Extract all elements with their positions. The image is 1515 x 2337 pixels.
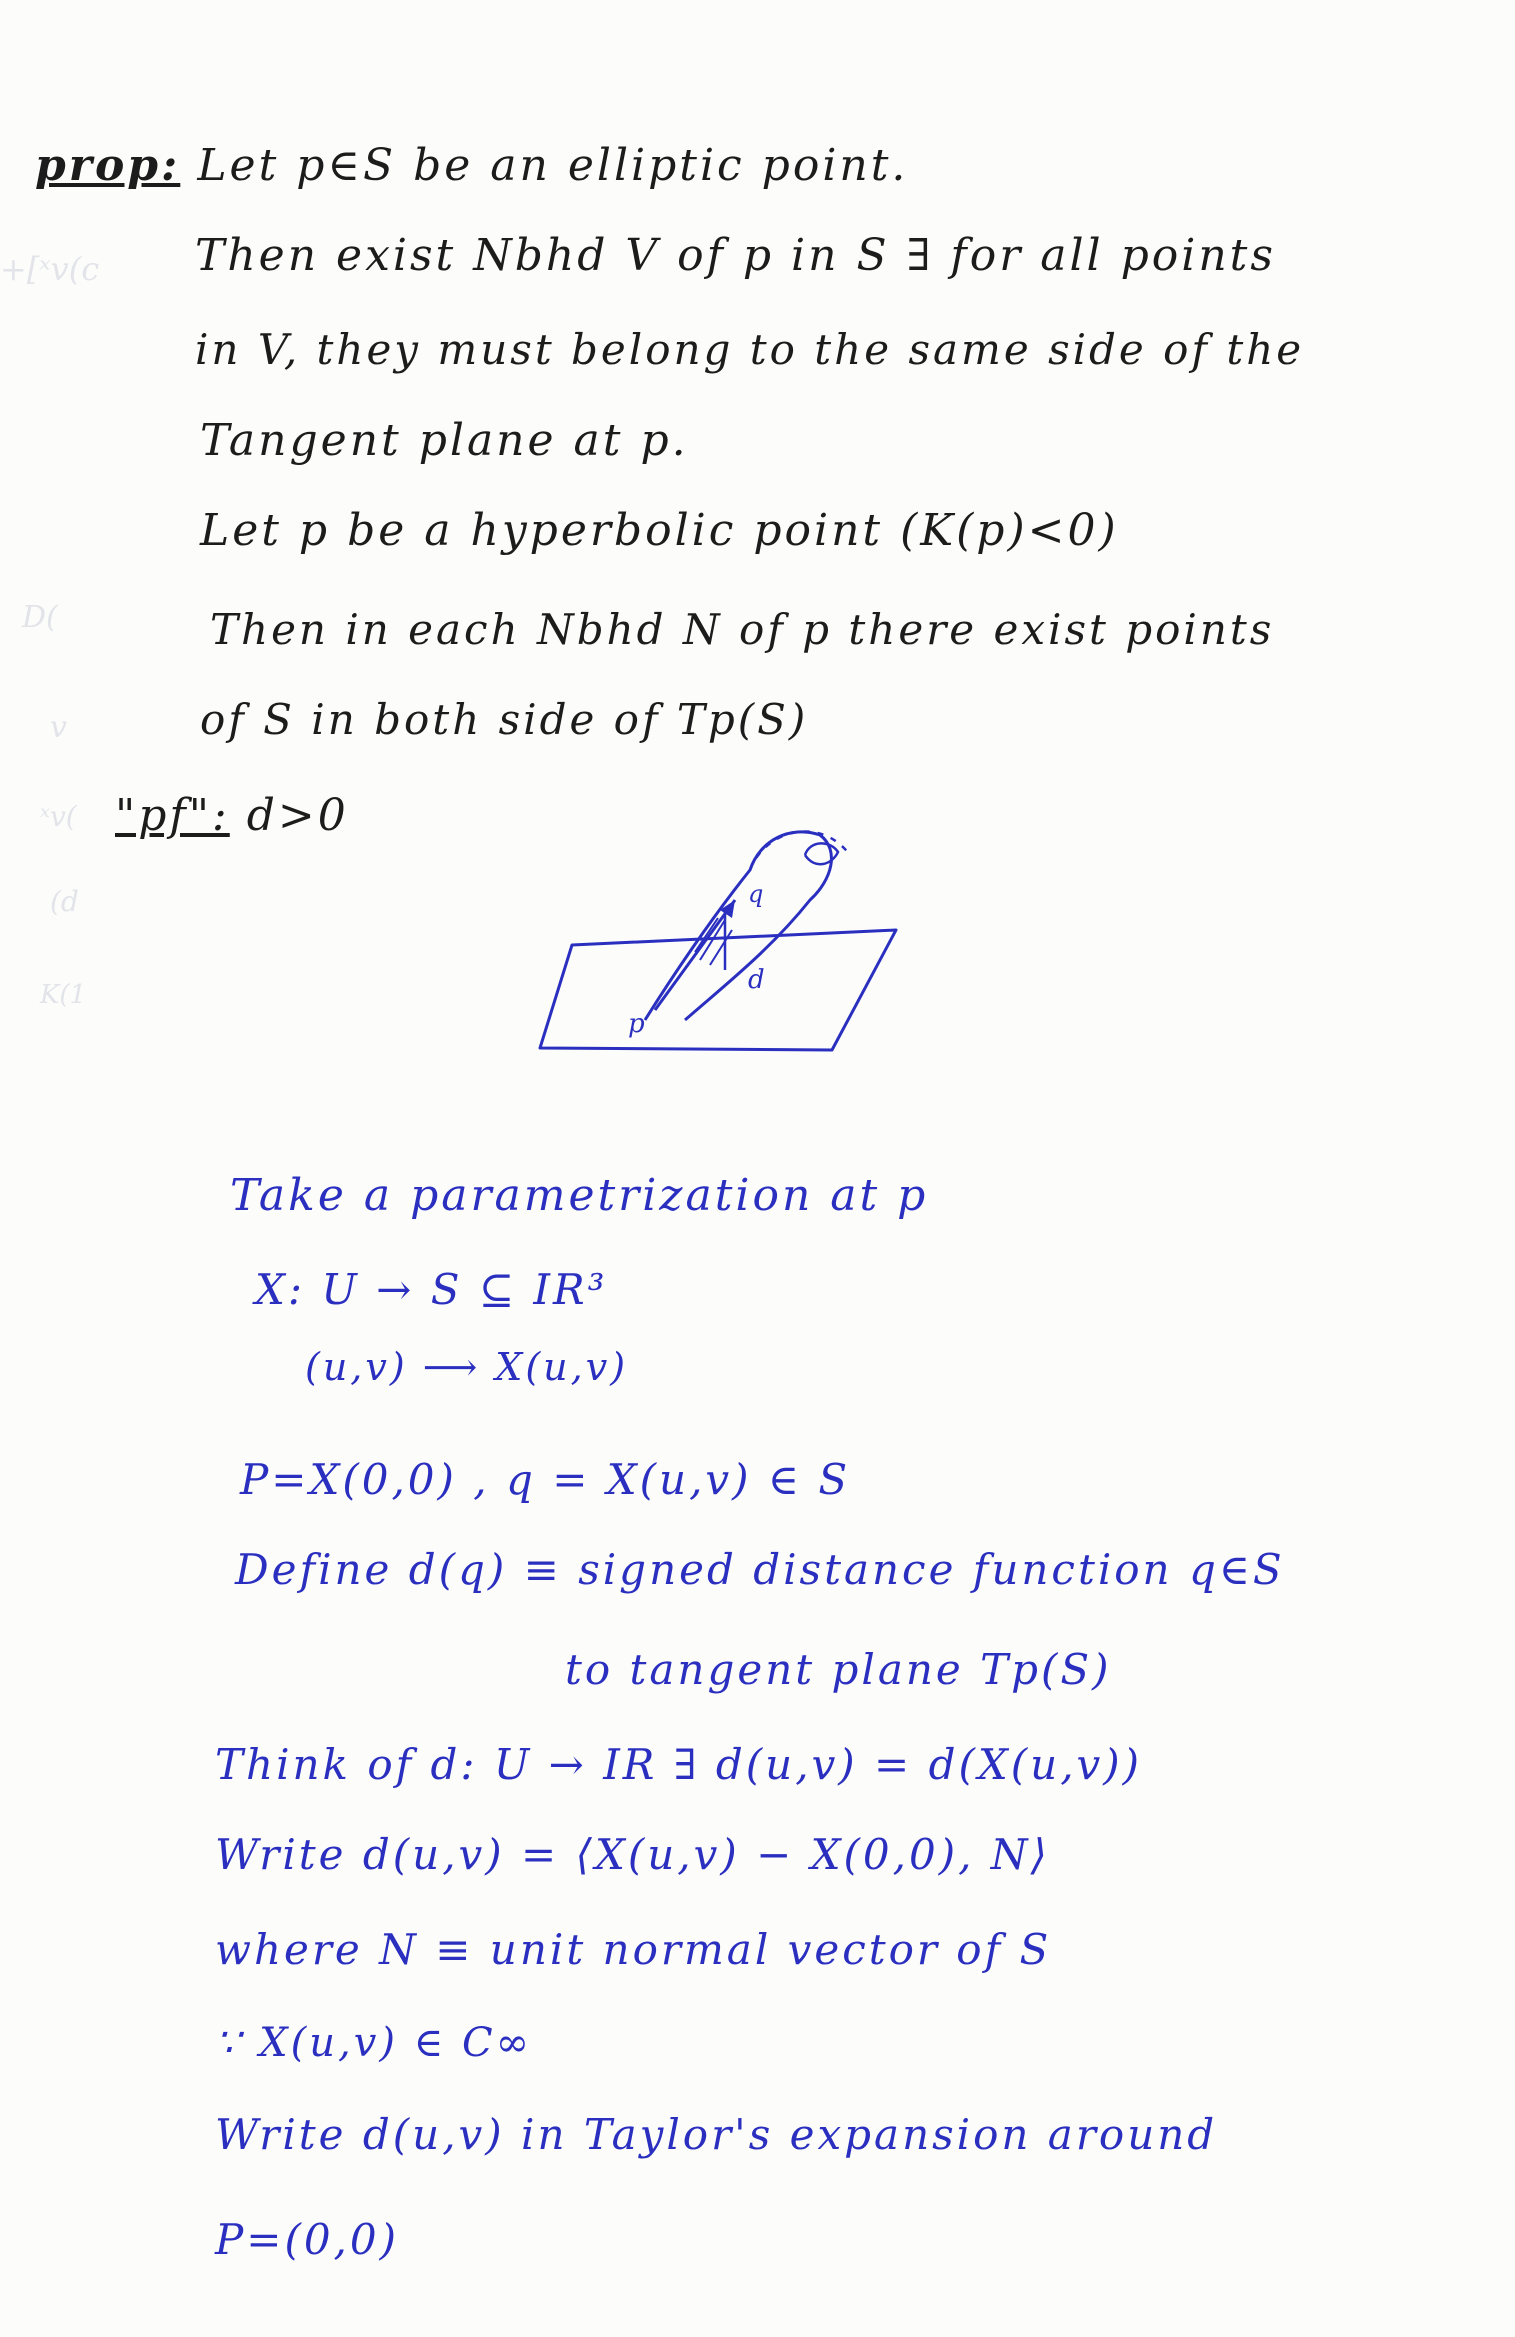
proposition-line-7: of S in both side of Tp(S) [200, 695, 809, 744]
proof-line-8: Write d(u,v) = ⟨X(u,v) − X(0,0), N⟩ [215, 1830, 1050, 1879]
proposition-line-4: Tangent plane at p. [200, 415, 689, 466]
label-p: p [628, 1009, 645, 1039]
ghost-mark: +[ˣv(c [0, 250, 100, 288]
hatch-mark [695, 918, 732, 965]
proof-line-6: to tangent plane Tp(S) [565, 1645, 1112, 1694]
proof-line-1: Take a parametrization at p [230, 1170, 929, 1221]
proof-line-4: P=X(0,0) , q = X(u,v) ∈ S [240, 1455, 851, 1504]
vector-pq [655, 900, 735, 1010]
pf-label: "pf": [115, 790, 230, 841]
proposition-line-5: Let p be a hyperbolic point (K(p)<0) [200, 505, 1119, 556]
proposition-text: Let p∈S be an elliptic point. [197, 140, 909, 191]
proof-line-3: (u,v) ⟶ X(u,v) [305, 1345, 629, 1389]
tube-inner-curl [805, 843, 838, 864]
proof-line-5: Define d(q) ≡ signed distance function q∈S [235, 1545, 1285, 1594]
prop-label: prop: [35, 140, 181, 191]
proposition-line-1 [35, 140, 908, 191]
proposition-line-2: Then exist Nbhd V of p in S ∃ for all points [195, 230, 1276, 281]
ghost-mark: ˣv( [40, 800, 77, 833]
proof-heading [115, 790, 349, 841]
ghost-mark: K(1 [40, 980, 87, 1010]
tangent-plane-diagram [520, 810, 900, 1070]
proof-line-10: ∵ X(u,v) ∈ C∞ [215, 2020, 532, 2066]
tube-cap-dashed [750, 831, 850, 870]
ghost-mark: v [50, 710, 67, 745]
proposition-line-6: Then in each Nbhd N of p there exist points [210, 605, 1275, 654]
proof-line-9: where N ≡ unit normal vector of S [215, 1925, 1052, 1974]
label-q: q [748, 880, 764, 908]
proof-line-7: Think of d: U → IR ∃ d(u,v) = d(X(u,v)) [215, 1740, 1143, 1789]
ghost-mark: D( [22, 600, 58, 635]
label-d: d [748, 965, 765, 995]
proposition-line-3: in V, they must belong to the same side of the [195, 325, 1305, 374]
ghost-mark: (d [50, 885, 79, 918]
proof-line-11: Write d(u,v) in Taylor's expansion around [215, 2110, 1218, 2159]
proof-line-2: X: U → S ⊆ IR³ [255, 1265, 608, 1314]
proof-condition: d>0 [246, 790, 349, 841]
proof-line-12: P=(0,0) [215, 2215, 400, 2264]
surface-tube [645, 832, 831, 1020]
